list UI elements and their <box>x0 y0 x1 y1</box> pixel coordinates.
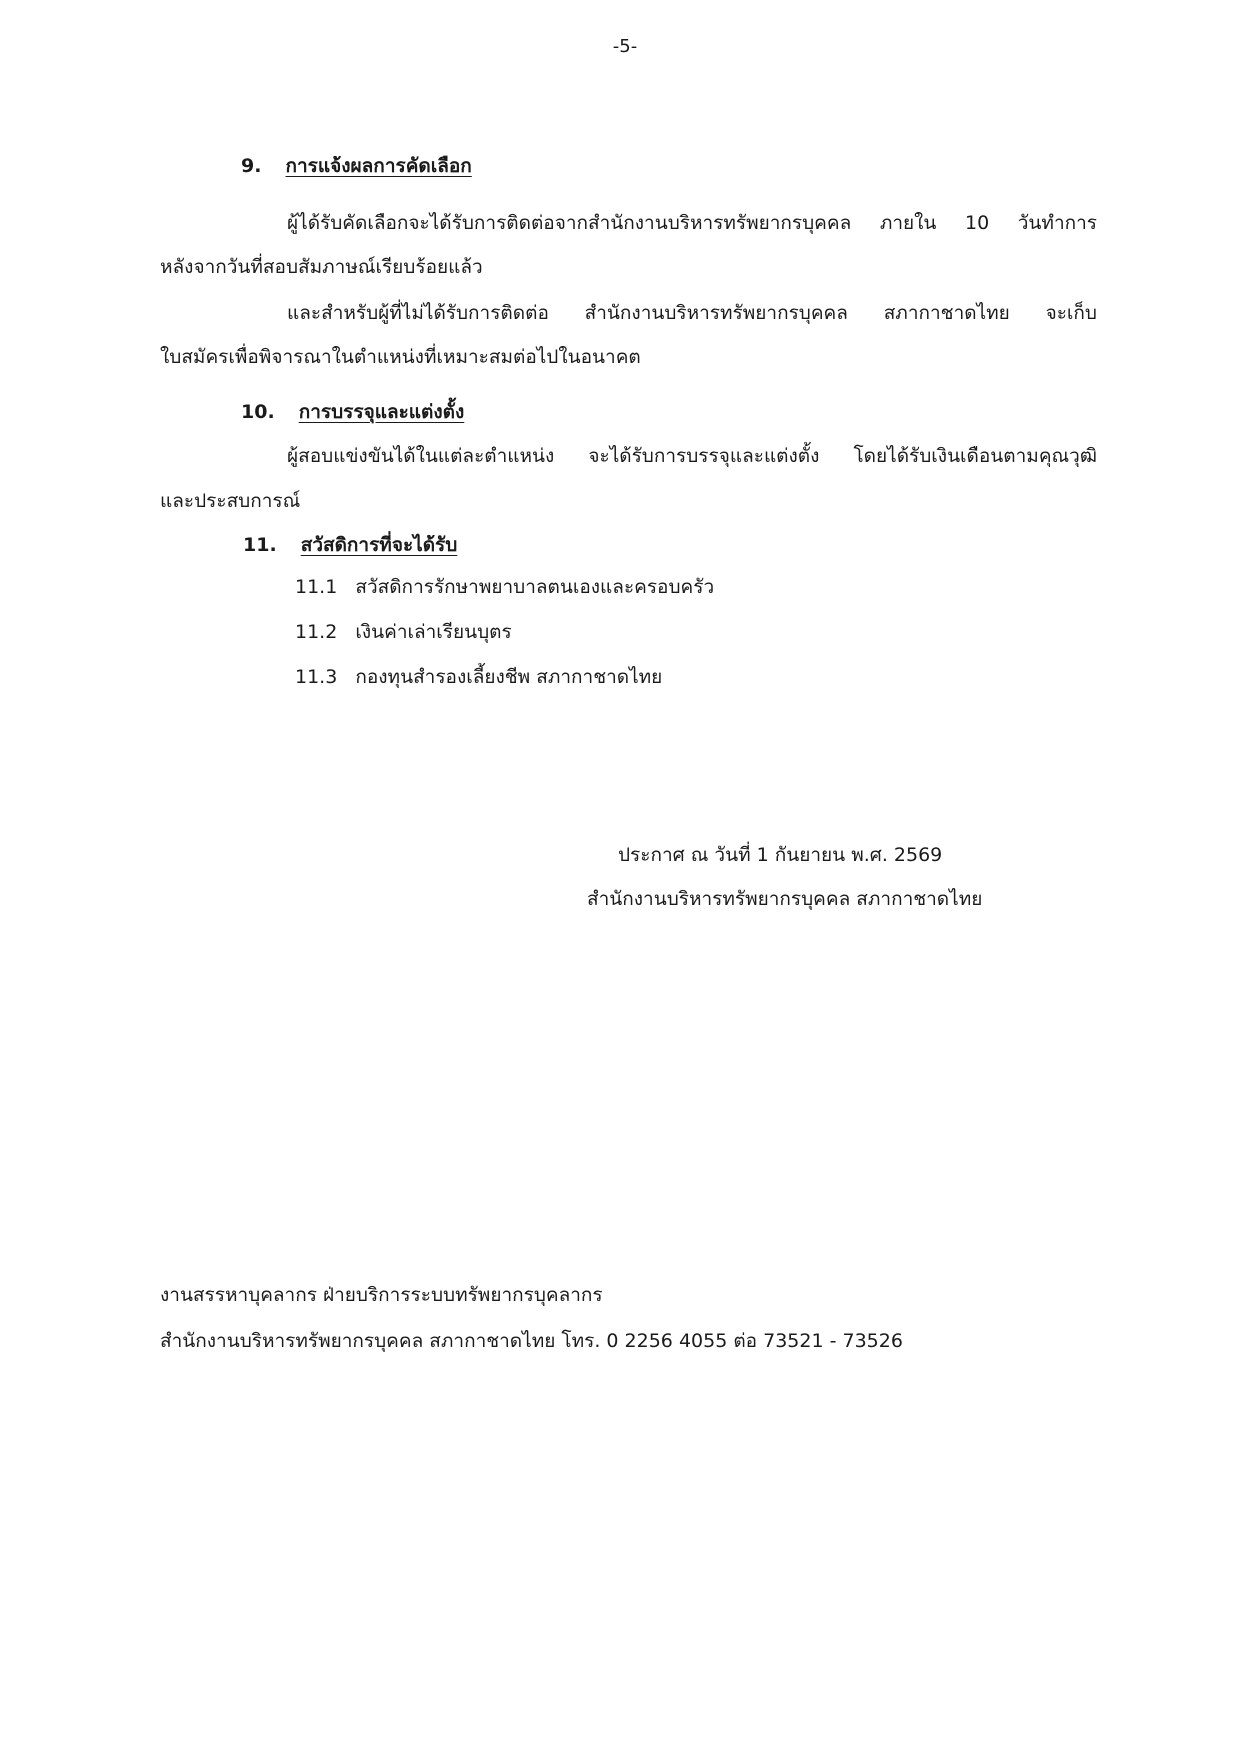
benefit-item <box>295 572 714 602</box>
section-11-heading <box>243 530 457 560</box>
benefit-item <box>295 617 512 647</box>
footer-contact: สำนักงานบริหารทรัพยากรบุคคล สภากาชาดไทย โทร. 0 2256 4055 ต่อ 73521 - 73526 <box>160 1330 903 1352</box>
section-9-heading <box>241 151 472 181</box>
benefit-item-number: 11.3 <box>295 666 338 688</box>
section-10-heading <box>241 397 464 427</box>
section-number: 10. <box>241 401 275 423</box>
paragraph-line: และสำหรับผู้ที่ไม่ได้รับการติดต่อ สำนักงานบริหารทรัพยากรบุคคล สภากาชาดไทย จะเก็บ <box>287 302 1097 324</box>
paragraph-line: ผู้ได้รับคัดเลือกจะได้รับการติดต่อจากสำนักงานบริหารทรัพยากรบุคคล ภายใน 10 วันทำการ <box>287 212 1097 234</box>
benefit-item-text: เงินค่าเล่าเรียนบุตร <box>355 621 512 643</box>
section-title: การบรรจุและแต่งตั้ง <box>298 401 465 423</box>
section-number: 11. <box>243 534 277 556</box>
page-number: -5- <box>612 36 638 57</box>
section-title: สวัสดิการที่จะได้รับ <box>300 534 458 556</box>
paragraph-line: ใบสมัครเพื่อพิจารณาในตำแหน่งที่เหมาะสมต่อไปในอนาคต <box>160 346 641 368</box>
section-number: 9. <box>241 155 262 177</box>
section-title: การแจ้งผลการคัดเลือก <box>285 155 472 177</box>
issuing-office: สำนักงานบริหารทรัพยากรบุคคล สภากาชาดไทย <box>587 888 983 910</box>
footer-department: งานสรรหาบุคลากร ฝ่ายบริการระบบทรัพยากรบุคลากร <box>160 1284 603 1306</box>
benefit-item <box>295 662 662 692</box>
benefit-item-number: 11.2 <box>295 621 338 643</box>
benefit-item-text: กองทุนสำรองเลี้ยงชีพ สภากาชาดไทย <box>355 666 663 688</box>
benefit-item-text: สวัสดิการรักษาพยาบาลตนเองและครอบครัว <box>355 576 715 598</box>
announcement-date: ประกาศ ณ วันที่ 1 กันยายน พ.ศ. 2569 <box>618 844 943 866</box>
paragraph-line: หลังจากวันที่สอบสัมภาษณ์เรียบร้อยแล้ว <box>160 256 483 278</box>
benefit-item-number: 11.1 <box>295 576 338 598</box>
paragraph-line: ผู้สอบแข่งขันได้ในแต่ละตำแหน่ง จะได้รับการบรรจุและแต่งตั้ง โดยได้รับเงินเดือนตามคุณวุฒิ <box>287 445 1097 467</box>
paragraph-line: และประสบการณ์ <box>160 490 301 512</box>
